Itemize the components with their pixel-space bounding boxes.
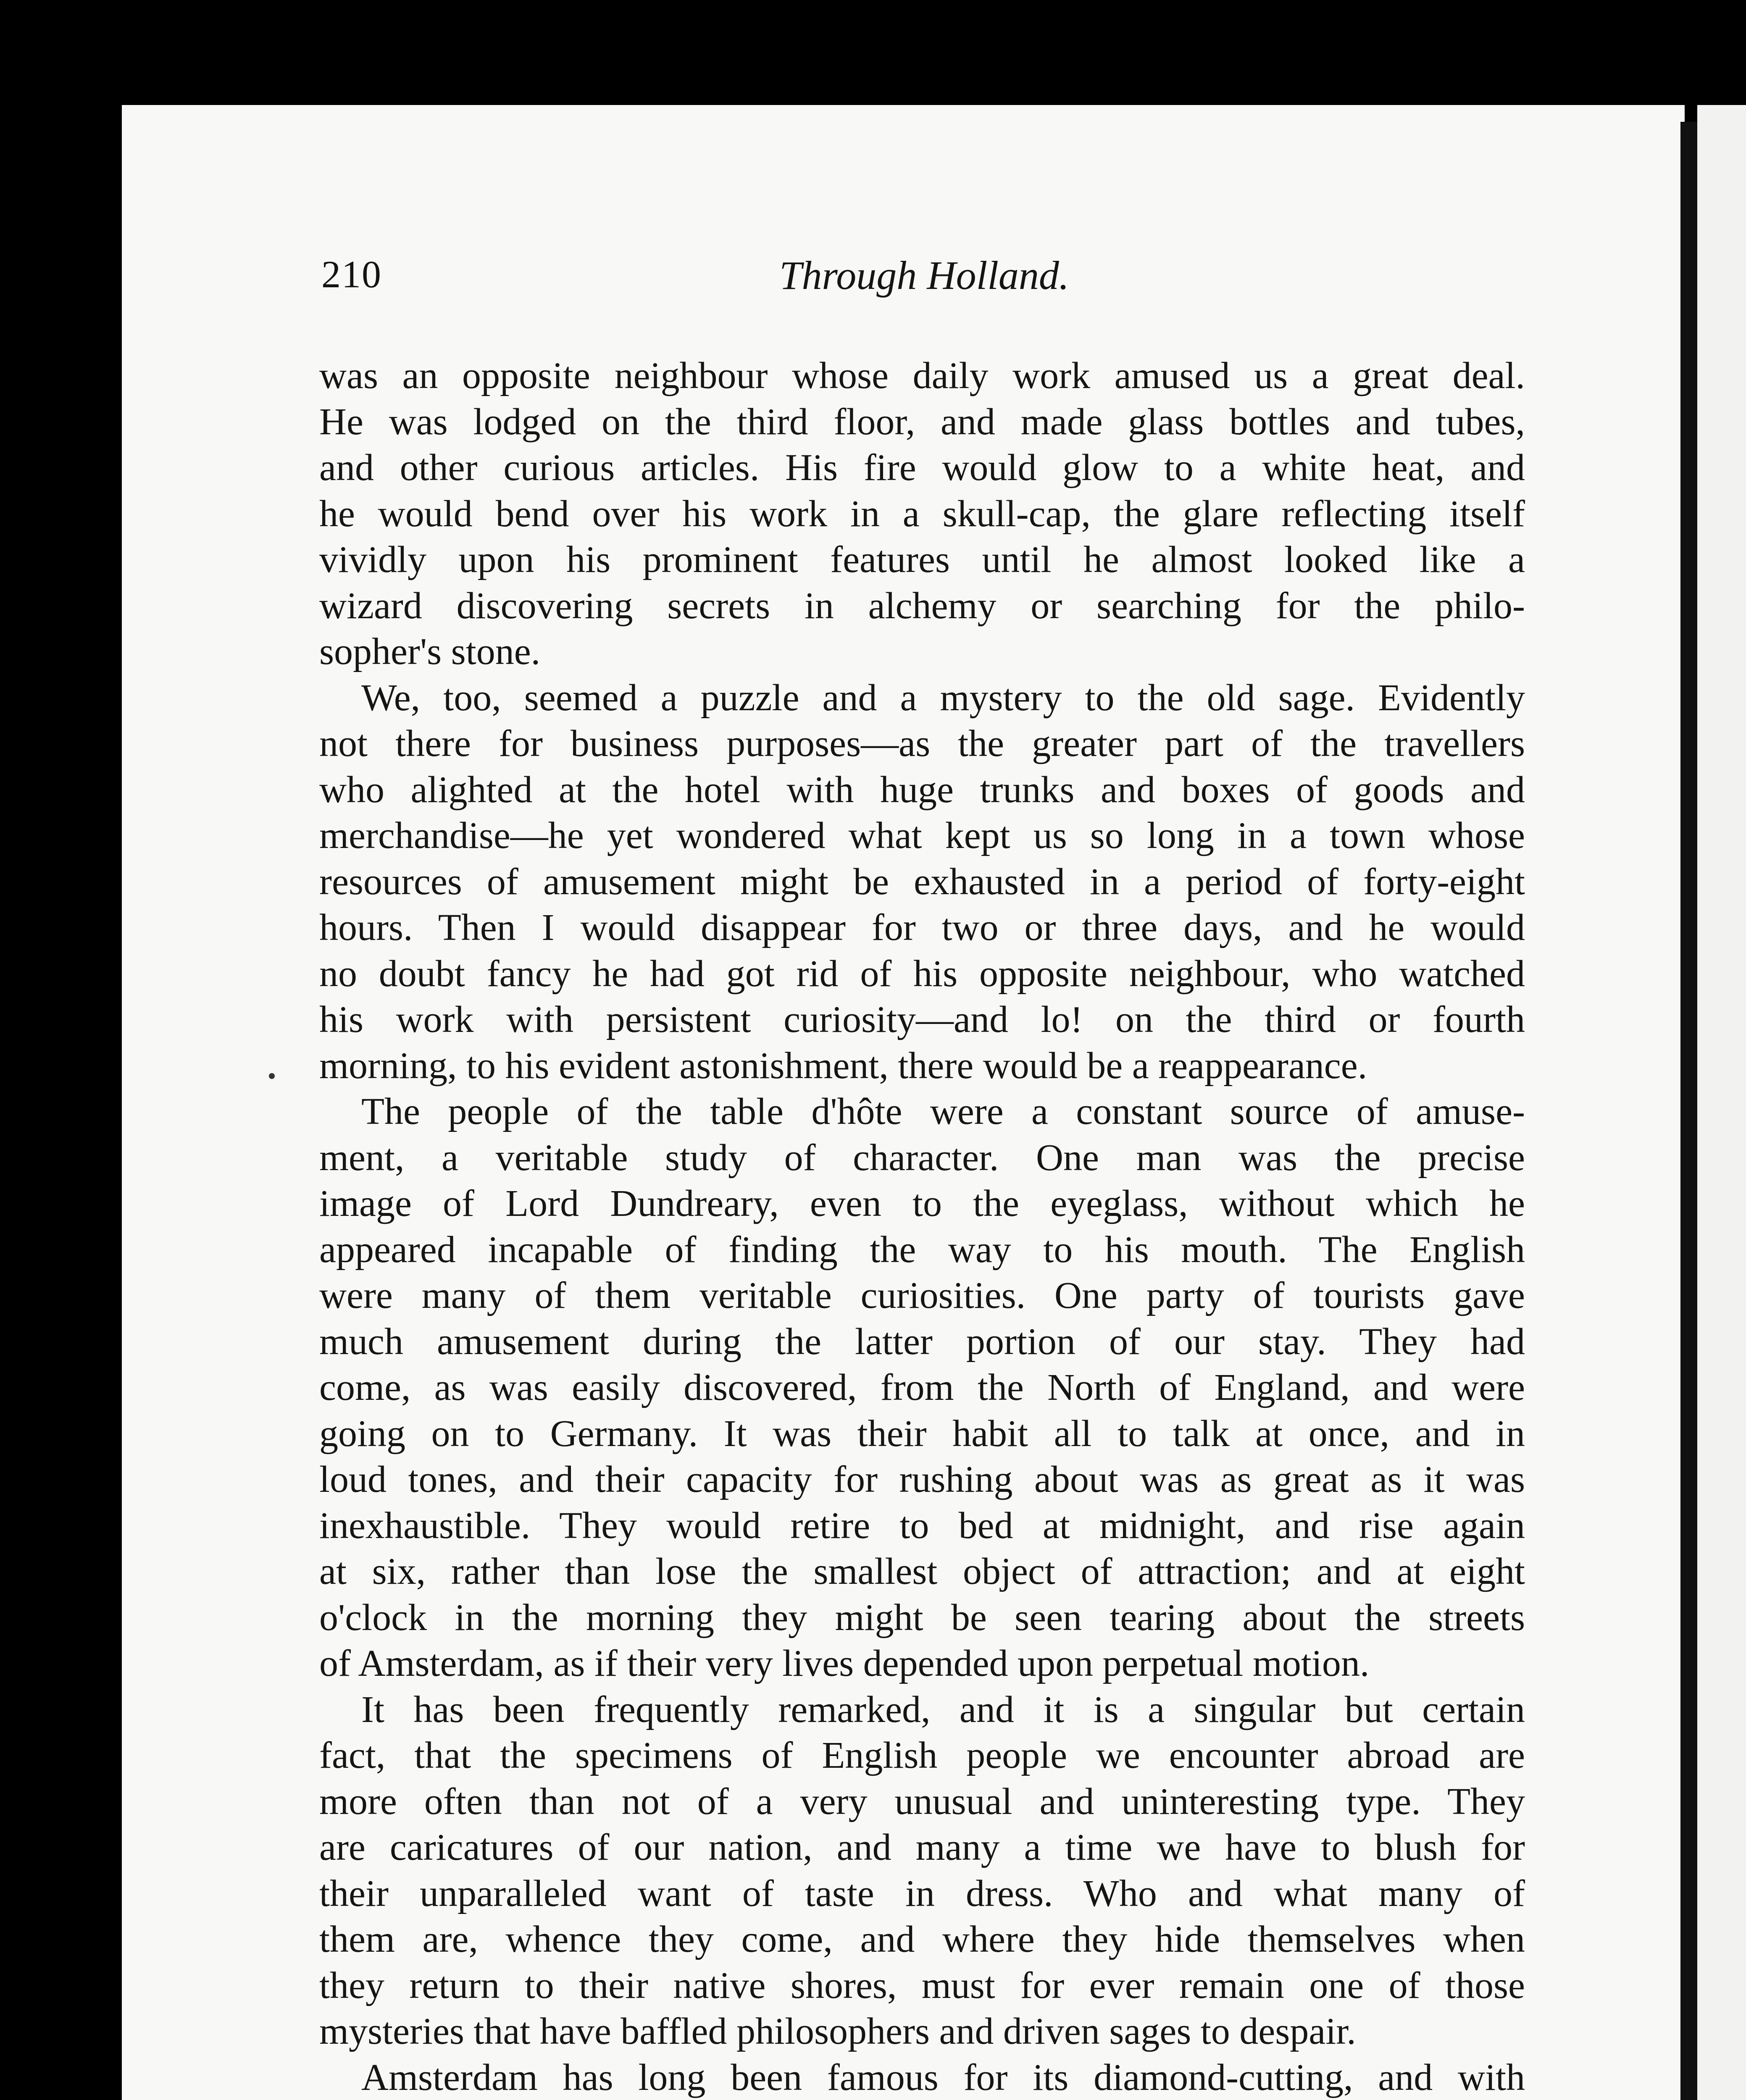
page-gutter-shadow xyxy=(1680,122,1697,2100)
text-line: merchandise—he yet wondered what kept us so long in a town whose xyxy=(319,815,1525,856)
text-line: It has been frequently remarked, and it is a singular but certain xyxy=(361,1688,1525,1730)
text-line: We, too, seemed a puzzle and a mystery to the old sage. Evidently xyxy=(361,677,1525,719)
text-line: not there for business purposes—as the greater part of the travellers xyxy=(319,723,1525,764)
text-line: going on to Germany. It was their habit all to talk at once, and in xyxy=(319,1412,1525,1454)
page-header xyxy=(321,252,1527,302)
text-line: and other curious articles. His fire would glow to a white heat, and xyxy=(319,447,1525,488)
text-line: who alighted at the hotel with huge trunks and boxes of goods and xyxy=(319,769,1525,811)
text-line: vividly upon his prominent features until he almost looked like a xyxy=(319,539,1525,580)
text-line: wizard discovering secrets in alchemy or searching for the philo- xyxy=(319,585,1525,627)
text-line: The people of the table d'hôte were a constant source of amuse- xyxy=(361,1091,1525,1132)
text-line: much amusement during the latter portion of our stay. They had xyxy=(319,1320,1525,1362)
text-line: image of Lord Dundreary, even to the eyeglass, without which he xyxy=(319,1183,1525,1224)
text-line: of Amsterdam, as if their very lives depended upon perpetual motion. xyxy=(319,1643,1370,1684)
text-line: mysteries that have baffled philosophers and driven sages to despair. xyxy=(319,2011,1356,2052)
body-text xyxy=(319,353,1525,2100)
text-line: more often than not of a very unusual and uninteresting type. They xyxy=(319,1780,1525,1822)
text-line: are caricatures of our nation, and many a time we have to blush for xyxy=(319,1827,1525,1868)
text-line: fact, that the specimens of English people we encounter abroad are xyxy=(319,1735,1525,1776)
adjacent-page-edge xyxy=(1697,105,1746,2100)
paragraph xyxy=(319,353,1525,675)
text-line: them are, whence they come, and where they hide themselves when xyxy=(319,1919,1525,1960)
page-number: 210 xyxy=(321,253,382,296)
text-line: he would bend over his work in a skull-cap, the glare reflecting itself xyxy=(319,493,1525,535)
text-line: appeared incapable of finding the way to his mouth. The English xyxy=(319,1228,1525,1270)
text-line: He was lodged on the third floor, and made glass bottles and tubes, xyxy=(319,401,1525,443)
text-line: their unparalleled want of taste in dress. Who and what many of xyxy=(319,1872,1525,1914)
text-line: hours. Then I would disappear for two or three days, and he would xyxy=(319,907,1525,948)
paragraph xyxy=(319,675,1525,1089)
text-line: they return to their native shores, must for ever remain one of those xyxy=(319,1964,1525,2006)
ink-speck xyxy=(269,1073,275,1079)
paragraph xyxy=(319,2055,1525,2100)
text-line: at six, rather than lose the smallest object of attraction; and at eight xyxy=(319,1551,1525,1592)
paragraph xyxy=(319,1687,1525,2055)
text-line: ment, a veritable study of character. One man was the precise xyxy=(319,1137,1525,1179)
text-line: his work with persistent curiosity—and lo! on the third or fourth xyxy=(319,999,1525,1040)
text-line: come, as was easily discovered, from the North of England, and were xyxy=(319,1367,1525,1408)
text-line: resources of amusement might be exhausted in a period of forty-eight xyxy=(319,861,1525,903)
text-line: was an opposite neighbour whose daily work amused us a great deal. xyxy=(319,355,1525,396)
text-line: sopher's stone. xyxy=(319,631,541,672)
running-title: Through Holland. xyxy=(779,253,1069,298)
text-line: o'clock in the morning they might be seen tearing about the streets xyxy=(319,1596,1525,1638)
text-line: Amsterdam has long been famous for its diamond-cutting, and with xyxy=(361,2056,1525,2098)
text-line: were many of them veritable curiosities. One party of tourists gave xyxy=(319,1275,1525,1316)
text-line: morning, to his evident astonishment, there would be a reappearance. xyxy=(319,1045,1367,1087)
paragraph xyxy=(319,1089,1525,1687)
text-line: inexhaustible. They would retire to bed at midnight, and rise again xyxy=(319,1504,1525,1546)
text-line: loud tones, and their capacity for rushing about was as great as it was xyxy=(319,1459,1525,1500)
text-line: no doubt fancy he had got rid of his opposite neighbour, who watched xyxy=(319,953,1525,995)
